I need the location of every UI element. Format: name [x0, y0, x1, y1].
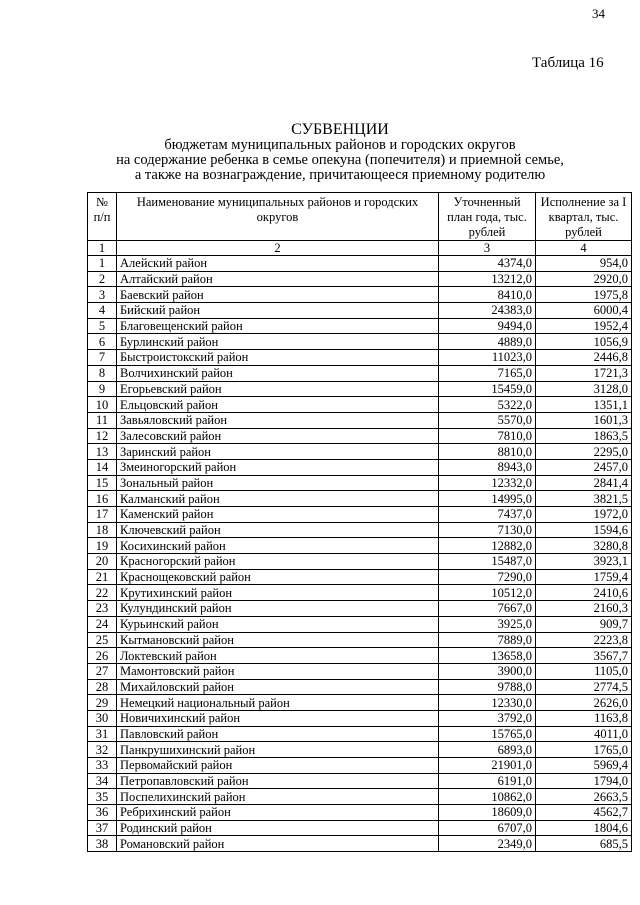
header-exec: Исполнение за I квартал, тыс. рублей — [536, 193, 632, 241]
table-row — [88, 381, 632, 397]
execution-value-cell: 3821,5 — [536, 491, 632, 507]
execution-value-cell: 2446,8 — [536, 350, 632, 366]
table-row — [88, 742, 632, 758]
row-number-cell: 28 — [88, 679, 117, 695]
execution-value-cell: 3128,0 — [536, 381, 632, 397]
plan-value-cell: 14995,0 — [439, 491, 536, 507]
district-name-cell: Зональный район — [117, 475, 439, 491]
execution-value-cell: 3923,1 — [536, 554, 632, 570]
table-row — [88, 397, 632, 413]
row-number-cell: 20 — [88, 554, 117, 570]
district-name-cell: Кытмановский район — [117, 632, 439, 648]
district-name-cell: Алейский район — [117, 256, 439, 272]
district-name-cell: Петропавловский район — [117, 773, 439, 789]
execution-value-cell: 2626,0 — [536, 695, 632, 711]
district-name-cell: Кулундинский район — [117, 601, 439, 617]
plan-value-cell: 10862,0 — [439, 789, 536, 805]
plan-value-cell: 24383,0 — [439, 303, 536, 319]
row-number-cell: 12 — [88, 428, 117, 444]
row-number-cell: 14 — [88, 459, 117, 475]
column-number: 4 — [536, 241, 632, 256]
execution-value-cell: 954,0 — [536, 256, 632, 272]
execution-value-cell: 1105,0 — [536, 663, 632, 679]
table-body — [88, 256, 632, 852]
row-number-cell: 37 — [88, 820, 117, 836]
row-number-cell: 38 — [88, 836, 117, 852]
row-number-cell: 15 — [88, 475, 117, 491]
row-number-cell: 8 — [88, 365, 117, 381]
execution-value-cell: 1163,8 — [536, 710, 632, 726]
district-name-cell: Локтевский район — [117, 648, 439, 664]
district-name-cell: Баевский район — [117, 287, 439, 303]
execution-value-cell: 1594,6 — [536, 522, 632, 538]
row-number-cell: 4 — [88, 303, 117, 319]
district-name-cell: Краснощековский район — [117, 569, 439, 585]
execution-value-cell: 3567,7 — [536, 648, 632, 664]
plan-value-cell: 15487,0 — [439, 554, 536, 570]
execution-value-cell: 1721,3 — [536, 365, 632, 381]
district-name-cell: Красногорский район — [117, 554, 439, 570]
header-num: № п/п — [88, 193, 117, 241]
column-number: 2 — [117, 241, 439, 256]
row-number-cell: 27 — [88, 663, 117, 679]
row-number-cell: 16 — [88, 491, 117, 507]
row-number-cell: 9 — [88, 381, 117, 397]
plan-value-cell: 21901,0 — [439, 758, 536, 774]
page-number: 34 — [592, 6, 605, 21]
document-title — [40, 121, 640, 183]
row-number-cell: 5 — [88, 318, 117, 334]
row-number-cell: 6 — [88, 334, 117, 350]
plan-value-cell: 18609,0 — [439, 805, 536, 821]
table-row — [88, 695, 632, 711]
execution-value-cell: 2841,4 — [536, 475, 632, 491]
table-row — [88, 648, 632, 664]
header-name: Наименование муниципальных районов и городских округов — [117, 193, 439, 241]
execution-value-cell: 1952,4 — [536, 318, 632, 334]
plan-value-cell: 5570,0 — [439, 412, 536, 428]
district-name-cell: Михайловский район — [117, 679, 439, 695]
row-number-cell: 18 — [88, 522, 117, 538]
district-name-cell: Мамонтовский район — [117, 663, 439, 679]
district-name-cell: Алтайский район — [117, 271, 439, 287]
execution-value-cell: 2774,5 — [536, 679, 632, 695]
column-number: 3 — [439, 241, 536, 256]
plan-value-cell: 9788,0 — [439, 679, 536, 695]
execution-value-cell: 3280,8 — [536, 538, 632, 554]
row-number-cell: 25 — [88, 632, 117, 648]
plan-value-cell: 8410,0 — [439, 287, 536, 303]
plan-value-cell: 3925,0 — [439, 616, 536, 632]
table-row — [88, 287, 632, 303]
table-row — [88, 444, 632, 460]
subventions-table — [87, 192, 632, 852]
row-number-cell: 24 — [88, 616, 117, 632]
plan-value-cell: 15459,0 — [439, 381, 536, 397]
row-number-cell: 10 — [88, 397, 117, 413]
execution-value-cell: 1759,4 — [536, 569, 632, 585]
table-row — [88, 679, 632, 695]
row-number-cell: 30 — [88, 710, 117, 726]
district-name-cell: Залесовский район — [117, 428, 439, 444]
district-name-cell: Благовещенский район — [117, 318, 439, 334]
row-number-cell: 7 — [88, 350, 117, 366]
plan-value-cell: 12882,0 — [439, 538, 536, 554]
table-row — [88, 303, 632, 319]
plan-value-cell: 3792,0 — [439, 710, 536, 726]
plan-value-cell: 13212,0 — [439, 271, 536, 287]
table-row — [88, 475, 632, 491]
execution-value-cell: 2223,8 — [536, 632, 632, 648]
plan-value-cell: 2349,0 — [439, 836, 536, 852]
district-name-cell: Ключевский район — [117, 522, 439, 538]
table-row — [88, 271, 632, 287]
district-name-cell: Крутихинский район — [117, 585, 439, 601]
table-row — [88, 569, 632, 585]
execution-value-cell: 1765,0 — [536, 742, 632, 758]
execution-value-cell: 2663,5 — [536, 789, 632, 805]
district-name-cell: Панкрушихинский район — [117, 742, 439, 758]
row-number-cell: 3 — [88, 287, 117, 303]
plan-value-cell: 9494,0 — [439, 318, 536, 334]
row-number-cell: 13 — [88, 444, 117, 460]
row-number-cell: 33 — [88, 758, 117, 774]
table-row — [88, 726, 632, 742]
table-row — [88, 256, 632, 272]
district-name-cell: Егорьевский район — [117, 381, 439, 397]
execution-value-cell: 1601,3 — [536, 412, 632, 428]
plan-value-cell: 7290,0 — [439, 569, 536, 585]
district-name-cell: Волчихинский район — [117, 365, 439, 381]
row-number-cell: 21 — [88, 569, 117, 585]
table-row — [88, 773, 632, 789]
execution-value-cell: 909,7 — [536, 616, 632, 632]
district-name-cell: Бурлинский район — [117, 334, 439, 350]
plan-value-cell: 6893,0 — [439, 742, 536, 758]
table-row — [88, 522, 632, 538]
column-number: 1 — [88, 241, 117, 256]
table-label: Таблица 16 — [532, 55, 604, 71]
plan-value-cell: 6191,0 — [439, 773, 536, 789]
execution-value-cell: 1351,1 — [536, 397, 632, 413]
table-row — [88, 334, 632, 350]
plan-value-cell: 12330,0 — [439, 695, 536, 711]
table-row — [88, 428, 632, 444]
execution-value-cell: 4011,0 — [536, 726, 632, 742]
row-number-cell: 1 — [88, 256, 117, 272]
title-main: СУБВЕНЦИИ — [291, 121, 389, 138]
plan-value-cell: 4889,0 — [439, 334, 536, 350]
district-name-cell: Змеиногорский район — [117, 459, 439, 475]
district-name-cell: Бийский район — [117, 303, 439, 319]
execution-value-cell: 1056,9 — [536, 334, 632, 350]
execution-value-cell: 2160,3 — [536, 601, 632, 617]
table-row — [88, 507, 632, 523]
execution-value-cell: 1794,0 — [536, 773, 632, 789]
plan-value-cell: 6707,0 — [439, 820, 536, 836]
table-row — [88, 585, 632, 601]
table-row — [88, 412, 632, 428]
district-name-cell: Завьяловский район — [117, 412, 439, 428]
title-line-2: на содержание ребенка в семье опекуна (попечителя) и приемной семье, — [116, 152, 564, 168]
plan-value-cell: 7810,0 — [439, 428, 536, 444]
plan-value-cell: 3900,0 — [439, 663, 536, 679]
plan-value-cell: 7889,0 — [439, 632, 536, 648]
column-number-row — [88, 241, 632, 256]
district-name-cell: Новичихинский район — [117, 710, 439, 726]
execution-value-cell: 4562,7 — [536, 805, 632, 821]
table-row — [88, 789, 632, 805]
plan-value-cell: 15765,0 — [439, 726, 536, 742]
execution-value-cell: 5969,4 — [536, 758, 632, 774]
table-row — [88, 491, 632, 507]
execution-value-cell: 1975,8 — [536, 287, 632, 303]
title-line-1: бюджетам муниципальных районов и городских округов — [164, 137, 516, 153]
district-name-cell: Ельцовский район — [117, 397, 439, 413]
row-number-cell: 19 — [88, 538, 117, 554]
district-name-cell: Ребрихинский район — [117, 805, 439, 821]
table-row — [88, 836, 632, 852]
execution-value-cell: 1863,5 — [536, 428, 632, 444]
plan-value-cell: 13658,0 — [439, 648, 536, 664]
row-number-cell: 31 — [88, 726, 117, 742]
plan-value-cell: 12332,0 — [439, 475, 536, 491]
table-row — [88, 538, 632, 554]
row-number-cell: 36 — [88, 805, 117, 821]
plan-value-cell: 10512,0 — [439, 585, 536, 601]
header-plan: Уточненный план года, тыс. рублей — [439, 193, 536, 241]
table-row — [88, 554, 632, 570]
district-name-cell: Курьинский район — [117, 616, 439, 632]
plan-value-cell: 8943,0 — [439, 459, 536, 475]
district-name-cell: Каменский район — [117, 507, 439, 523]
execution-value-cell: 2457,0 — [536, 459, 632, 475]
table-row — [88, 632, 632, 648]
table-row — [88, 758, 632, 774]
row-number-cell: 2 — [88, 271, 117, 287]
district-name-cell: Поспелихинский район — [117, 789, 439, 805]
row-number-cell: 29 — [88, 695, 117, 711]
table-header-row — [88, 193, 632, 241]
plan-value-cell: 8810,0 — [439, 444, 536, 460]
table-row — [88, 805, 632, 821]
district-name-cell: Немецкий национальный район — [117, 695, 439, 711]
plan-value-cell: 4374,0 — [439, 256, 536, 272]
district-name-cell: Косихинский район — [117, 538, 439, 554]
execution-value-cell: 2295,0 — [536, 444, 632, 460]
table-row — [88, 365, 632, 381]
plan-value-cell: 11023,0 — [439, 350, 536, 366]
plan-value-cell: 7667,0 — [439, 601, 536, 617]
table-row — [88, 663, 632, 679]
district-name-cell: Первомайский район — [117, 758, 439, 774]
table-row — [88, 710, 632, 726]
row-number-cell: 23 — [88, 601, 117, 617]
table-row — [88, 459, 632, 475]
table-row — [88, 820, 632, 836]
plan-value-cell: 5322,0 — [439, 397, 536, 413]
district-name-cell: Быстроистокский район — [117, 350, 439, 366]
plan-value-cell: 7130,0 — [439, 522, 536, 538]
district-name-cell: Романовский район — [117, 836, 439, 852]
row-number-cell: 22 — [88, 585, 117, 601]
district-name-cell: Заринский район — [117, 444, 439, 460]
execution-value-cell: 2410,6 — [536, 585, 632, 601]
execution-value-cell: 685,5 — [536, 836, 632, 852]
district-name-cell: Павловский район — [117, 726, 439, 742]
plan-value-cell: 7437,0 — [439, 507, 536, 523]
row-number-cell: 32 — [88, 742, 117, 758]
plan-value-cell: 7165,0 — [439, 365, 536, 381]
row-number-cell: 34 — [88, 773, 117, 789]
execution-value-cell: 1804,6 — [536, 820, 632, 836]
table-row — [88, 616, 632, 632]
execution-value-cell: 2920,0 — [536, 271, 632, 287]
row-number-cell: 17 — [88, 507, 117, 523]
district-name-cell: Родинский район — [117, 820, 439, 836]
row-number-cell: 26 — [88, 648, 117, 664]
table-row — [88, 318, 632, 334]
district-name-cell: Калманский район — [117, 491, 439, 507]
row-number-cell: 35 — [88, 789, 117, 805]
table-row — [88, 350, 632, 366]
title-line-3: а также на вознаграждение, причитающееся приемному родителю — [134, 167, 546, 183]
execution-value-cell: 1972,0 — [536, 507, 632, 523]
execution-value-cell: 6000,4 — [536, 303, 632, 319]
table-row — [88, 601, 632, 617]
row-number-cell: 11 — [88, 412, 117, 428]
